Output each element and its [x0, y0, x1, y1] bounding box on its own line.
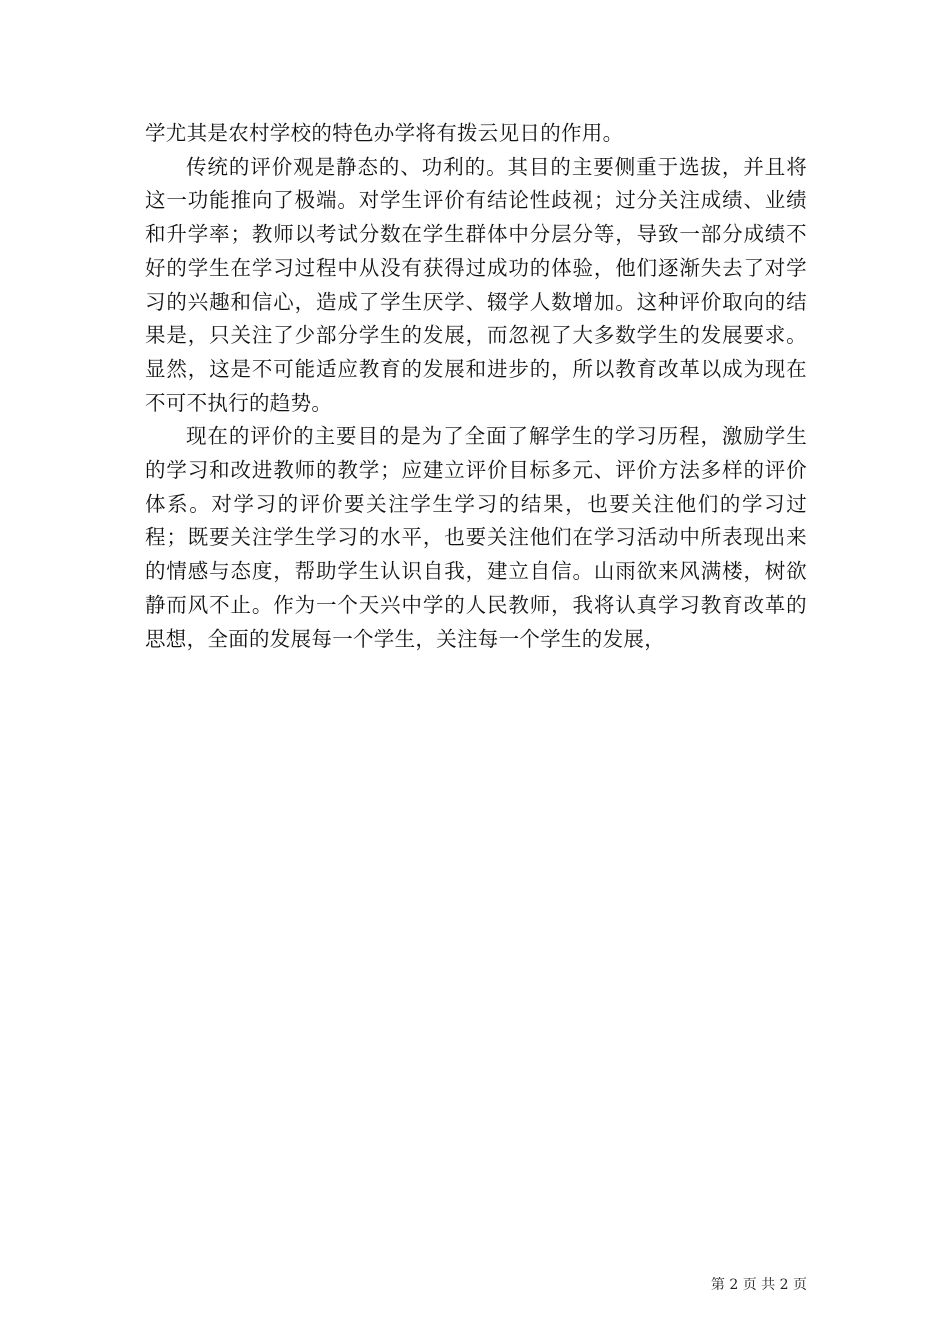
page-number-footer: 第 2 页 共 2 页 — [710, 1277, 807, 1293]
paragraph-3: 现在的评价的主要目的是为了全面了解学生的学习历程，激励学生的学习和改进教师的教学；应建立评价目标多元、评价方法多样的评价体系。对学习的评价要关注学生学习的结果，也要关注他们的学习过程；既要关注学生学习的水平，也要关注他们在学习活动中所表现出来的情感与态度，帮助学生认识自我，建立自信。山雨欲来风满楼，树欲静而风不止。作为一个天兴中学的人民教师，我将认真学习教育改革的思想，全面的发展每一个学生，关注每一个学生的发展， — [145, 424, 807, 651]
paragraph-1: 学尤其是农村学校的特色办学将有拨云见日的作用。 — [145, 121, 624, 145]
paragraph-2: 传统的评价观是静态的、功利的。其目的主要侧重于选拔，并且将这一功能推向了极端。对学生评价有结论性歧视；过分关注成绩、业绩和升学率；教师以考试分数在学生群体中分层分等，导致一部分成绩不好的学生在学习过程中从没有获得过成功的体验，他们逐渐失去了对学习的兴趣和信心，造成了学生厌学、辍学人数增加。这种评价取向的结果是，只关注了少部分学生的发展，而忽视了大多数学生的发展要求。显然，这是不可能适应教育的发展和进步的，所以教育改革以成为现在不可不执行的趋势。 — [145, 154, 807, 415]
document-body — [145, 117, 807, 656]
